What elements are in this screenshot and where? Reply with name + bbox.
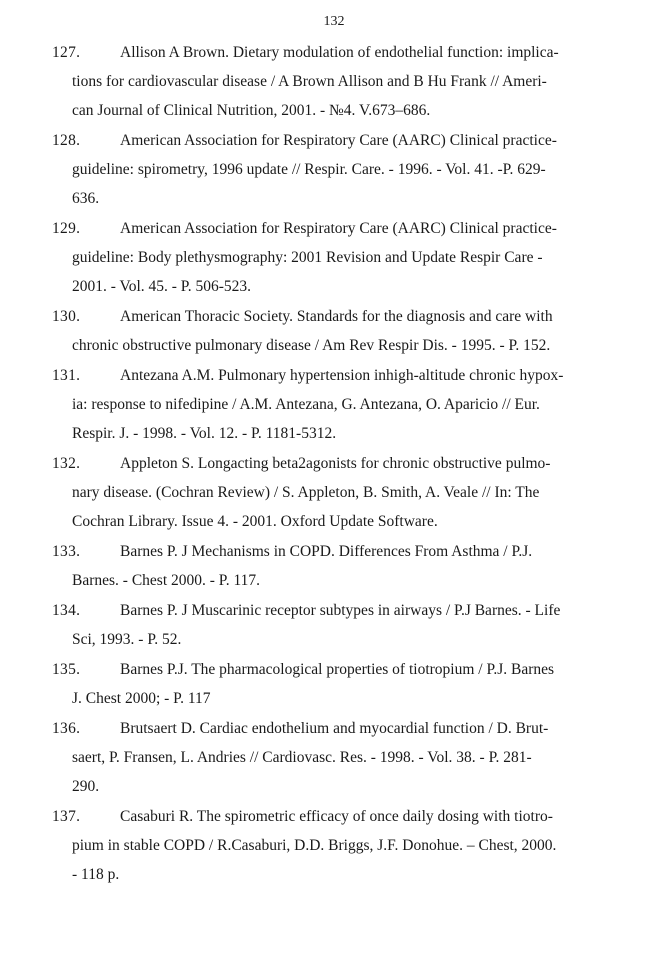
reference-number: 131.: [52, 367, 81, 384]
reference-list: [52, 38, 616, 889]
reference-line: [52, 361, 616, 390]
reference-line: guideline: Body plethysmography: 2001 Revision and Update Respir Care -: [72, 249, 543, 266]
reference-line: J. Chest 2000; - P. 117: [72, 690, 211, 707]
reference-item: [52, 802, 616, 889]
reference-number: 130.: [52, 308, 81, 325]
reference-line: 2001. - Vol. 45. - P. 506-523.: [72, 278, 251, 295]
reference-line: [52, 655, 616, 684]
reference-item: [52, 537, 616, 595]
reference-item: [52, 38, 616, 125]
reference-line: [52, 449, 616, 478]
reference-item: [52, 449, 616, 536]
reference-item: [52, 361, 616, 448]
reference-text: Antezana A.M. Pulmonary hypertension inhigh-altitude chronic hypox-: [120, 367, 564, 384]
reference-text: Brutsaert D. Cardiac endothelium and myocardial function / D. Brut-: [120, 720, 549, 737]
reference-item: [52, 302, 616, 360]
reference-text: American Association for Respiratory Care (AARC) Clinical practice-: [120, 220, 557, 237]
reference-number: 127.: [52, 44, 81, 61]
reference-text: Barnes P. J Mechanisms in COPD. Differences From Asthma / P.J.: [120, 543, 533, 560]
reference-item: [52, 214, 616, 301]
reference-line: saert, P. Fransen, L. Andries // Cardiovasc. Res. - 1998. - Vol. 38. - P. 281-: [72, 749, 532, 766]
reference-line: [52, 126, 616, 155]
reference-number: 137.: [52, 808, 81, 825]
reference-line: tions for cardiovascular disease / A Brown Allison and B Hu Frank // Ameri-: [72, 73, 547, 90]
reference-line: [52, 38, 616, 67]
reference-line: [52, 802, 616, 831]
reference-line: Sci, 1993. - P. 52.: [72, 631, 182, 648]
reference-number: 136.: [52, 720, 81, 737]
reference-number: 135.: [52, 661, 81, 678]
reference-item: [52, 655, 616, 713]
reference-line: Barnes. - Chest 2000. - P. 117.: [72, 572, 260, 589]
reference-line: [52, 596, 616, 625]
reference-text: Casaburi R. The spirometric efficacy of once daily dosing with tiotro-: [120, 808, 553, 825]
reference-item: [52, 714, 616, 801]
reference-number: 133.: [52, 543, 81, 560]
reference-line: Respir. J. - 1998. - Vol. 12. - P. 1181-5312.: [72, 425, 337, 442]
reference-item: [52, 596, 616, 654]
reference-line: guideline: spirometry, 1996 update // Respir. Care. - 1996. - Vol. 41. -P. 629-: [72, 161, 546, 178]
reference-number: 132.: [52, 455, 81, 472]
reference-line: [52, 302, 616, 331]
page-number: 132: [323, 14, 345, 29]
reference-line: [52, 214, 616, 243]
reference-number: 134.: [52, 602, 81, 619]
reference-text: Barnes P. J Muscarinic receptor subtypes in airways / P.J Barnes. - Life: [120, 602, 561, 619]
reference-text: Allison A Brown. Dietary modulation of endothelial function: implica-: [120, 44, 559, 61]
reference-number: 128.: [52, 132, 81, 149]
reference-number: 129.: [52, 220, 81, 237]
reference-line: nary disease. (Cochran Review) / S. Appleton, B. Smith, A. Veale // In: The: [72, 484, 540, 501]
reference-line: pium in stable COPD / R.Casaburi, D.D. Briggs, J.F. Donohue. – Chest, 2000.: [72, 837, 557, 854]
reference-line: 290.: [72, 778, 100, 795]
reference-line: 636.: [72, 190, 100, 207]
reference-line: [52, 537, 616, 566]
reference-line: [52, 714, 616, 743]
reference-item: [52, 126, 616, 213]
reference-text: Barnes P.J. The pharmacological properties of tiotropium / P.J. Barnes: [120, 661, 555, 678]
reference-line: ia: response to nifedipine / A.M. Antezana, G. Antezana, O. Aparicio // Eur.: [72, 396, 540, 413]
reference-line: - 118 p.: [72, 866, 120, 883]
reference-text: American Association for Respiratory Care (AARC) Clinical practice-: [120, 132, 557, 149]
reference-text: Appleton S. Longacting beta2agonists for chronic obstructive pulmo-: [120, 455, 551, 472]
reference-text: American Thoracic Society. Standards for the diagnosis and care with: [120, 308, 553, 325]
reference-line: Cochran Library. Issue 4. - 2001. Oxford Update Software.: [72, 513, 438, 530]
reference-line: can Journal of Clinical Nutrition, 2001. - №4. V.673–686.: [72, 102, 431, 119]
reference-line: chronic obstructive pulmonary disease / Am Rev Respir Dis. - 1995. - P. 152.: [72, 337, 551, 354]
